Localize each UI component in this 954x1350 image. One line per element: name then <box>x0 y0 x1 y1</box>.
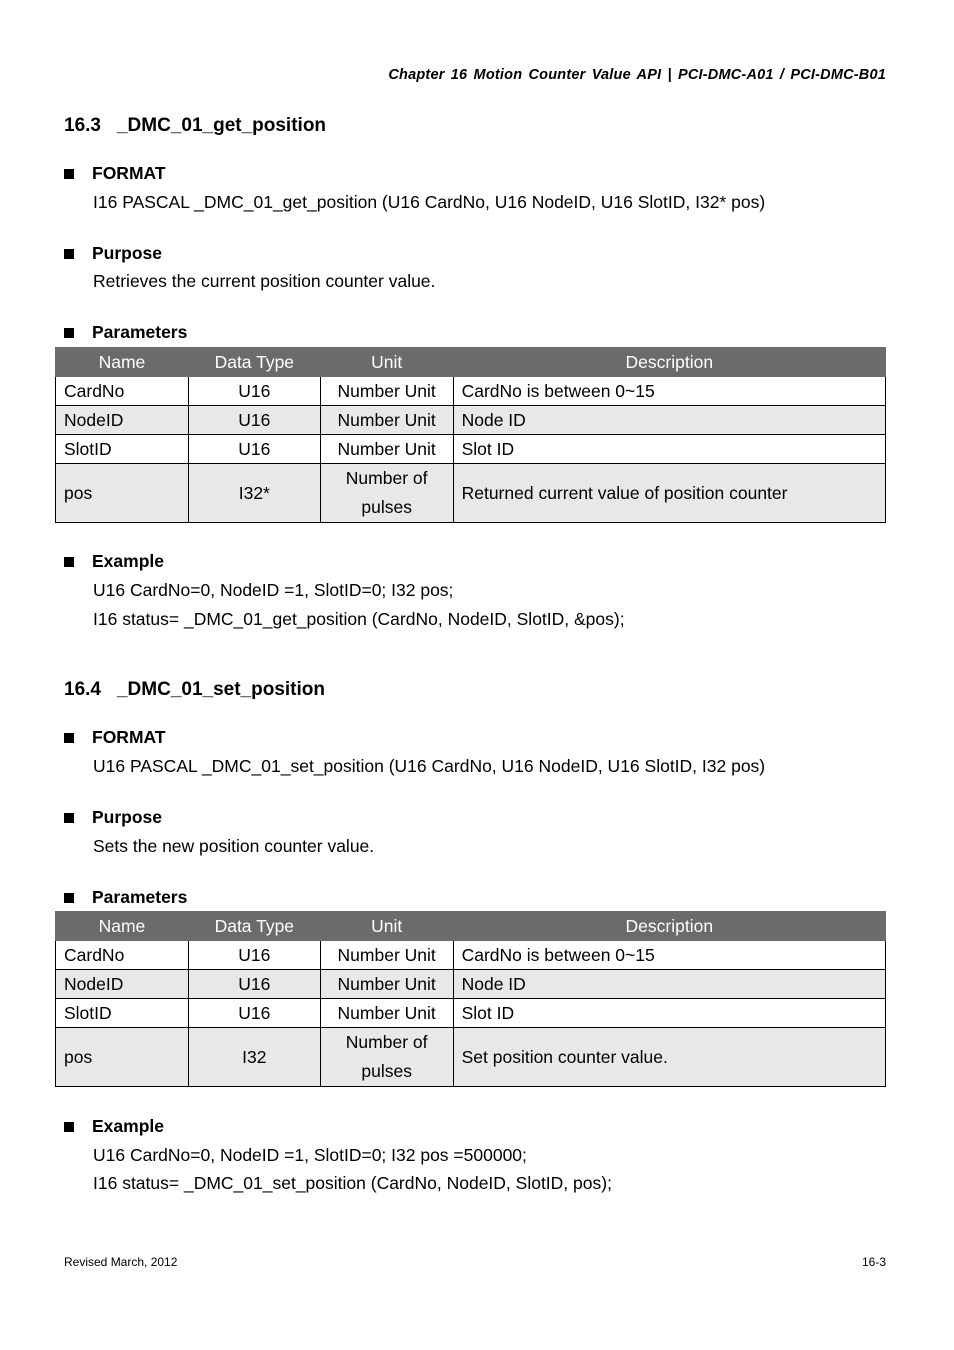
square-bullet-icon <box>64 1122 74 1132</box>
section-number: 16.3 <box>64 115 101 136</box>
section-title <box>64 679 325 701</box>
param-description: Node ID <box>453 406 885 435</box>
param-unit: Number Unit <box>320 999 453 1028</box>
format-heading <box>64 163 166 184</box>
parameters-heading <box>64 322 187 343</box>
param-unit: Number Unit <box>320 941 453 970</box>
column-header: Description <box>453 912 885 941</box>
column-header: Unit <box>320 912 453 941</box>
parameters-label: Parameters <box>92 887 188 907</box>
param-name: SlotID <box>56 435 189 464</box>
param-unit-line: pulses <box>361 1061 412 1081</box>
param-unit-line: Number of <box>345 1032 428 1052</box>
table-row <box>56 941 886 970</box>
section-title <box>64 115 326 137</box>
function-name: _DMC_01_get_position <box>116 115 327 136</box>
param-name: NodeID <box>56 970 189 999</box>
format-signature: I16 PASCAL _DMC_01_get_position (U16 CardNo, U16 NodeID, U16 SlotID, I32* pos) <box>93 192 766 212</box>
example-code-line: U16 CardNo=0, NodeID =1, SlotID=0; I32 pos; <box>93 580 454 600</box>
table-row <box>56 999 886 1028</box>
purpose-text: Sets the new position counter value. <box>93 836 375 856</box>
param-unit <box>320 1028 453 1087</box>
param-description: Slot ID <box>453 999 885 1028</box>
running-header: Chapter 16 Motion Counter Value API | PCI-DMC-A01 / PCI-DMC-B01 <box>388 67 886 83</box>
param-description: Node ID <box>453 970 885 999</box>
example-code-line: U16 CardNo=0, NodeID =1, SlotID=0; I32 pos =500000; <box>93 1145 527 1165</box>
table-row <box>56 464 886 523</box>
square-bullet-icon <box>64 893 74 903</box>
table-header-row <box>56 348 886 377</box>
column-header: Name <box>56 912 189 941</box>
table-row <box>56 970 886 999</box>
parameters-heading <box>64 887 187 908</box>
param-type: U16 <box>188 377 320 406</box>
table-row <box>56 406 886 435</box>
param-type: U16 <box>188 970 320 999</box>
param-type: U16 <box>188 406 320 435</box>
param-description: Returned current value of position counter <box>453 464 885 523</box>
param-name: CardNo <box>56 377 189 406</box>
format-heading <box>64 727 166 748</box>
square-bullet-icon <box>64 557 74 567</box>
param-unit-line: Number of <box>345 468 428 488</box>
column-header: Data Type <box>188 912 320 941</box>
column-header: Name <box>56 348 189 377</box>
square-bullet-icon <box>64 733 74 743</box>
param-unit-line: pulses <box>361 497 412 517</box>
square-bullet-icon <box>64 169 74 179</box>
format-label: FORMAT <box>92 163 166 183</box>
column-header: Description <box>453 348 885 377</box>
param-name: CardNo <box>56 941 189 970</box>
param-name: NodeID <box>56 406 189 435</box>
table-row <box>56 1028 886 1087</box>
example-heading <box>64 1116 164 1137</box>
param-description: CardNo is between 0~15 <box>453 377 885 406</box>
example-label: Example <box>92 1116 164 1136</box>
purpose-heading <box>64 243 162 264</box>
format-signature: U16 PASCAL _DMC_01_set_position (U16 CardNo, U16 NodeID, U16 SlotID, I32 pos) <box>93 756 766 776</box>
param-type: U16 <box>188 435 320 464</box>
format-label: FORMAT <box>92 727 166 747</box>
square-bullet-icon <box>64 813 74 823</box>
param-description: Set position counter value. <box>453 1028 885 1087</box>
example-code-line: I16 status= _DMC_01_get_position (CardNo, NodeID, SlotID, &pos); <box>93 609 625 629</box>
table-row <box>56 435 886 464</box>
param-type: I32 <box>188 1028 320 1087</box>
purpose-text: Retrieves the current position counter value. <box>93 271 436 291</box>
column-header: Data Type <box>188 348 320 377</box>
section-number: 16.4 <box>64 679 101 700</box>
param-description: Slot ID <box>453 435 885 464</box>
param-description: CardNo is between 0~15 <box>453 941 885 970</box>
square-bullet-icon <box>64 328 74 338</box>
param-unit: Number Unit <box>320 435 453 464</box>
example-code-line: I16 status= _DMC_01_set_position (CardNo, NodeID, SlotID, pos); <box>93 1173 612 1193</box>
param-name: pos <box>56 1028 189 1087</box>
param-unit <box>320 464 453 523</box>
function-name: _DMC_01_set_position <box>116 679 325 700</box>
square-bullet-icon <box>64 249 74 259</box>
param-name: SlotID <box>56 999 189 1028</box>
example-heading <box>64 551 164 572</box>
purpose-label: Purpose <box>92 807 163 827</box>
purpose-heading <box>64 807 162 828</box>
parameters-table <box>55 911 886 1087</box>
column-header: Unit <box>320 348 453 377</box>
parameters-table <box>55 347 886 523</box>
parameters-label: Parameters <box>92 322 188 342</box>
param-type: U16 <box>188 941 320 970</box>
param-unit: Number Unit <box>320 406 453 435</box>
param-name: pos <box>56 464 189 523</box>
example-label: Example <box>92 551 164 571</box>
table-row <box>56 377 886 406</box>
param-type: I32* <box>188 464 320 523</box>
table-header-row <box>56 912 886 941</box>
param-unit: Number Unit <box>320 970 453 999</box>
footer-page-number: 16-3 <box>861 1255 886 1269</box>
purpose-label: Purpose <box>92 243 163 263</box>
param-type: U16 <box>188 999 320 1028</box>
param-unit: Number Unit <box>320 377 453 406</box>
footer-revision: Revised March, 2012 <box>64 1255 178 1269</box>
